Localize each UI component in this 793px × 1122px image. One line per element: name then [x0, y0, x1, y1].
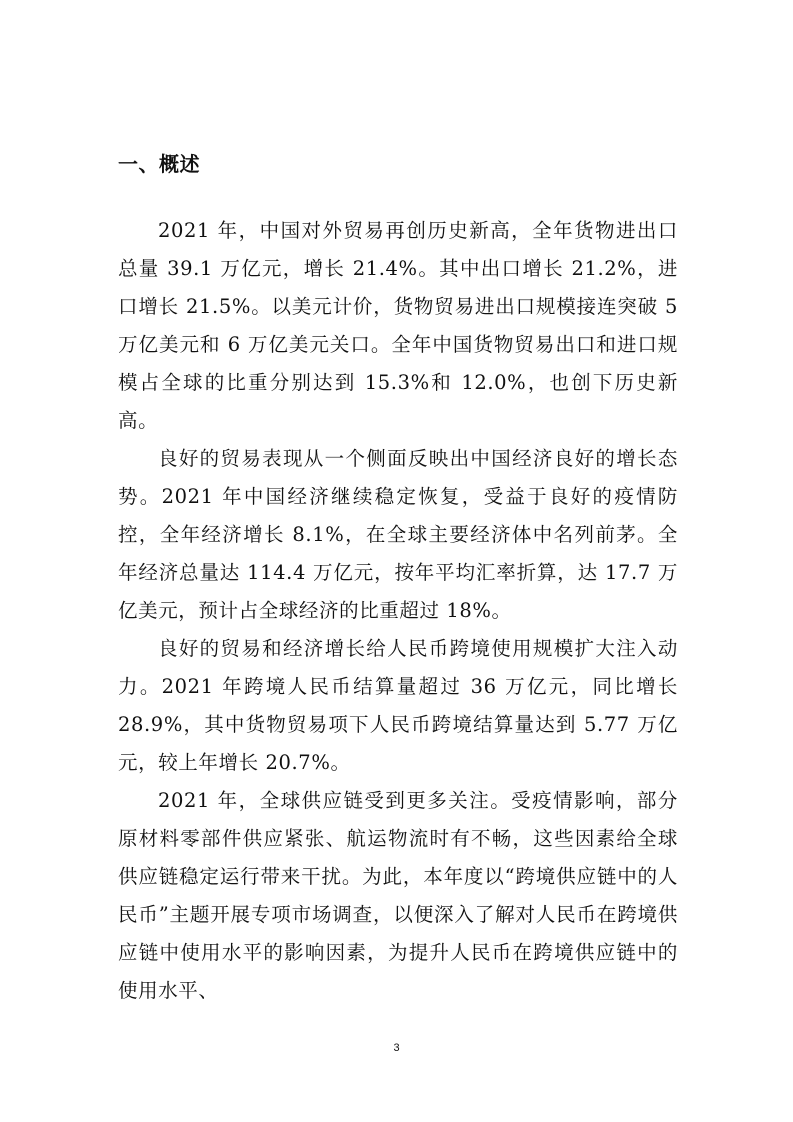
paragraph-rmb-settlement: 良好的贸易和经济增长给人民币跨境使用规模扩大注入动力。2021 年跨境人民币结算量超过 36 万亿元，同比增长 28.9%，其中货物贸易项下人民币跨境结算量达到 5.77 万亿元，较上年增长 20.7%。 [118, 637, 678, 774]
paragraph-trade-overview: 2021 年，中国对外贸易再创历史新高，全年货物进出口总量 39.1 万亿元，增长 21.4%。其中出口增长 21.2%，进口增长 21.5%。以美元计价，货物贸易进出口规模接连突破 5 万亿美元和 6 万亿美元关口。全年中国货物贸易出口和进口规模占全球的比重分别达到 15.3%和 12.0%，也创下历史新高。 [118, 219, 678, 432]
paragraph-economic-growth: 良好的贸易表现从一个侧面反映出中国经济良好的增长态势。2021 年中国经济继续稳定恢复，受益于良好的疫情防控，全年经济增长 8.1%，在全球主要经济体中名列前茅。全年经济总量达 114.4 万亿元，按年平均汇率折算，达 17.7 万亿美元，预计占全球经济的比重超过 18%。 [118, 447, 678, 622]
page-number: 3 [393, 1042, 400, 1054]
paragraph-supply-chain: 2021 年，全球供应链受到更多关注。受疫情影响，部分原材料零部件供应紧张、航运物流时有不畅，这些因素给全球供应链稳定运行带来干扰。为此，本年度以“跨境供应链中的人民币”主题开展专项市场调查，以便深入了解对人民币在跨境供应链中使用水平的影响因素，为提升人民币在跨境供应链中的使用水平、 [118, 789, 678, 1002]
body-text [118, 212, 678, 1010]
section-heading: 一、概述 [118, 152, 200, 176]
